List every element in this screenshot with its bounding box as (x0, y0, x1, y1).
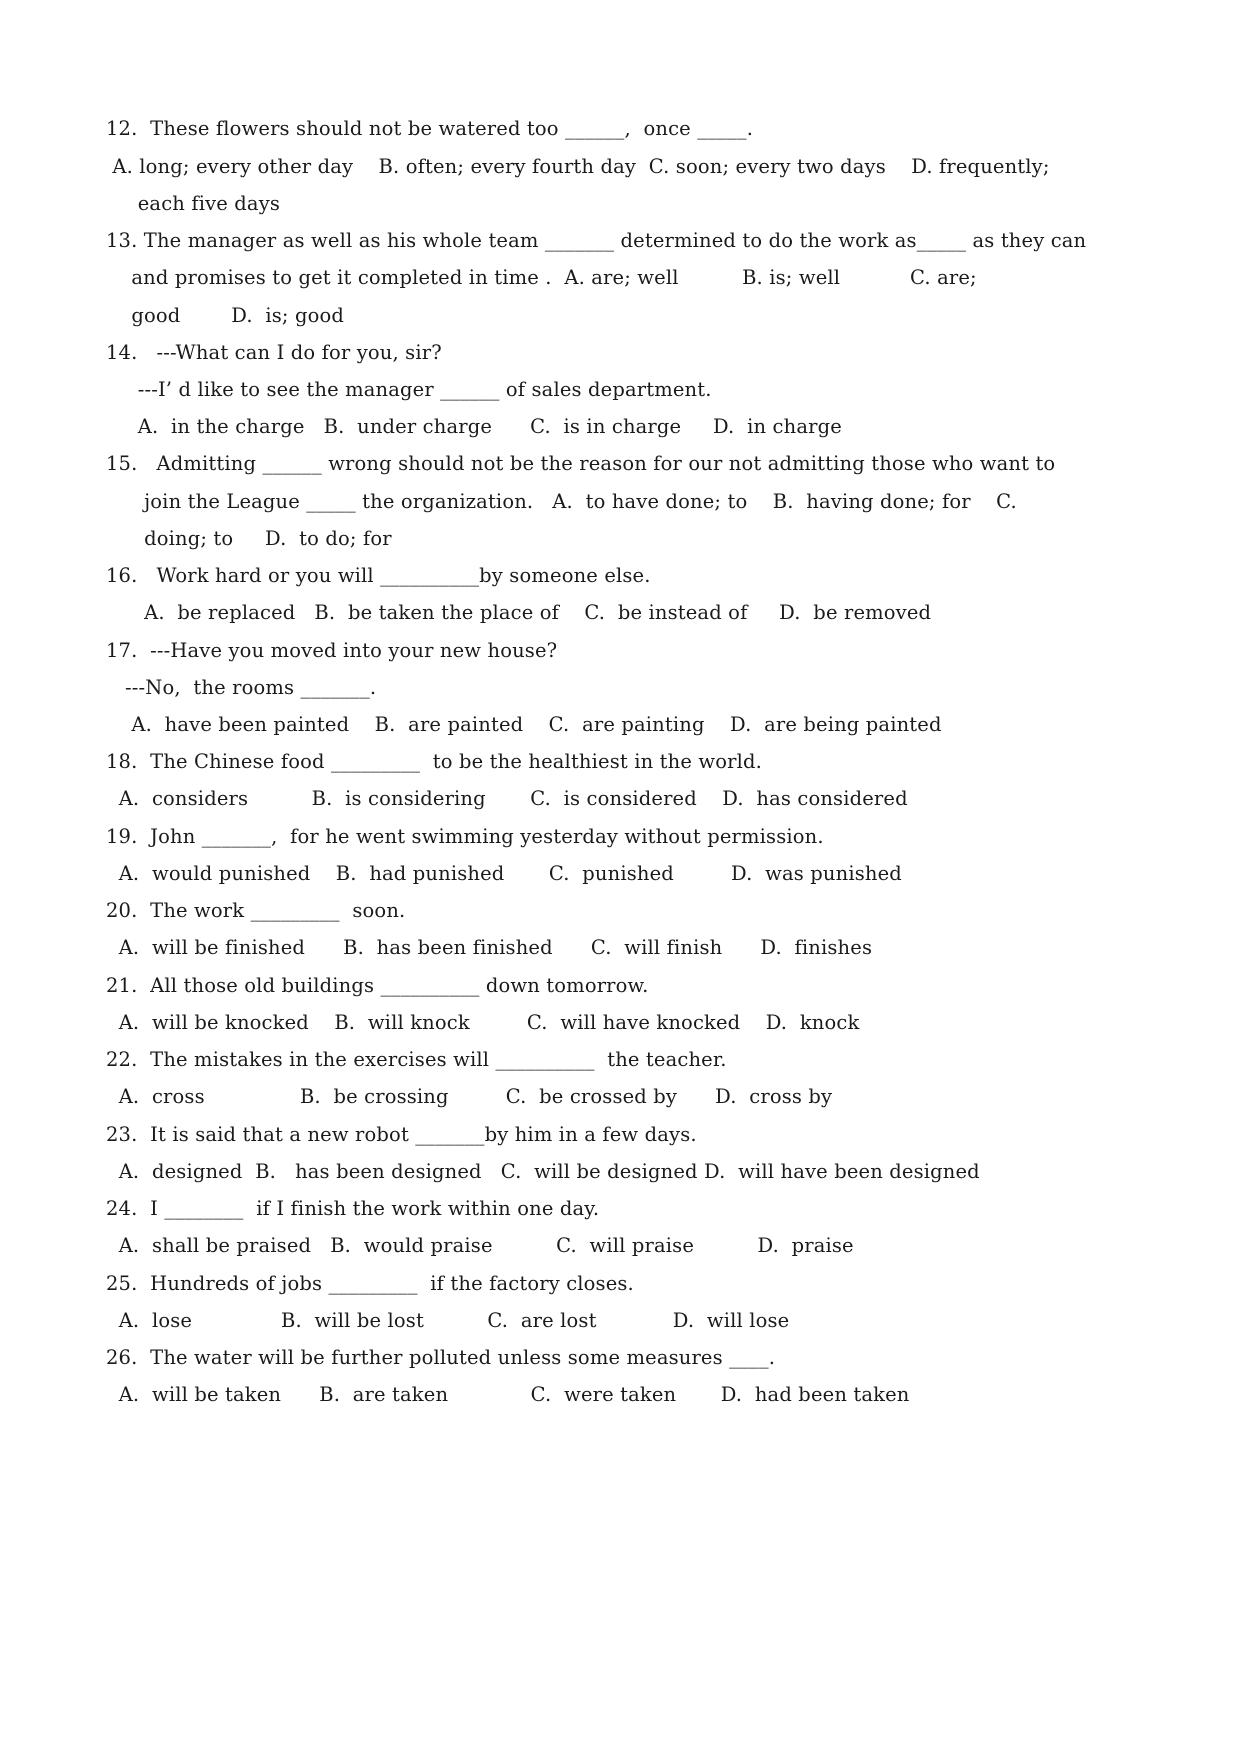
q26-options: A. will be taken B. are taken C. were taken D. had been taken (106, 1383, 910, 1406)
q14-stem-cont: ---I’ d like to see the manager ______ of sales department. (106, 378, 712, 401)
q12-options-cont: each five days (106, 192, 281, 215)
q22-stem: 22. The mistakes in the exercises will __________ the teacher. (106, 1048, 727, 1071)
q16-stem: 16. Work hard or you will __________by someone else. (106, 564, 651, 587)
q14-options: A. in the charge B. under charge C. is in charge D. in charge (106, 415, 842, 438)
q14-stem: 14. ---What can I do for you, sir? (106, 341, 442, 364)
q22-options: A. cross B. be crossing C. be crossed by D. cross by (106, 1085, 833, 1108)
q13-options-cont: good D. is; good (106, 304, 345, 327)
q19-options: A. would punished B. had punished C. punished D. was punished (106, 862, 902, 885)
q16-options: A. be replaced B. be taken the place of C. be instead of D. be removed (106, 601, 932, 624)
q12-options: A. long; every other day B. often; every fourth day C. soon; every two days D. frequently; (106, 155, 1050, 178)
q24-options: A. shall be praised B. would praise C. will praise D. praise (106, 1234, 854, 1257)
q12-stem: 12. These flowers should not be watered too ______, once _____. (106, 117, 754, 140)
q23-stem: 23. It is said that a new robot _______by him in a few days. (106, 1123, 697, 1146)
q23-options: A. designed B. has been designed C. will be designed D. will have been designed (106, 1160, 980, 1183)
q21-stem: 21. All those old buildings __________ down tomorrow. (106, 974, 649, 997)
q15-options-cont: doing; to D. to do; for (106, 527, 392, 550)
q26-stem: 26. The water will be further polluted unless some measures ____. (106, 1346, 776, 1369)
q13-stem-cont: and promises to get it completed in time . A. are; well B. is; well C. are; (106, 266, 977, 289)
q25-options: A. lose B. will be lost C. are lost D. will lose (106, 1309, 790, 1332)
q19-stem: 19. John _______, for he went swimming yesterday without permission. (106, 825, 824, 848)
q25-stem: 25. Hundreds of jobs _________ if the factory closes. (106, 1272, 634, 1295)
q18-stem: 18. The Chinese food _________ to be the healthiest in the world. (106, 750, 762, 773)
q21-options: A. will be knocked B. will knock C. will have knocked D. knock (106, 1011, 860, 1034)
q15-stem-cont: join the League _____ the organization. A. to have done; to B. having done; for C. (106, 490, 1017, 513)
q17-stem: 17. ---Have you moved into your new house? (106, 639, 558, 662)
q20-options: A. will be finished B. has been finished C. will finish D. finishes (106, 936, 873, 959)
q18-options: A. considers B. is considering C. is considered D. has considered (106, 787, 908, 810)
q24-stem: 24. I ________ if I finish the work within one day. (106, 1197, 600, 1220)
q20-stem: 20. The work _________ soon. (106, 899, 406, 922)
q17-stem-cont: ---No, the rooms _______. (106, 676, 377, 699)
q13-stem: 13. The manager as well as his whole team _______ determined to do the work as_____ as they can (106, 229, 1087, 252)
q15-stem: 15. Admitting ______ wrong should not be the reason for our not admitting those who want to (106, 452, 1056, 475)
q17-options: A. have been painted B. are painted C. are painting D. are being painted (106, 713, 942, 736)
